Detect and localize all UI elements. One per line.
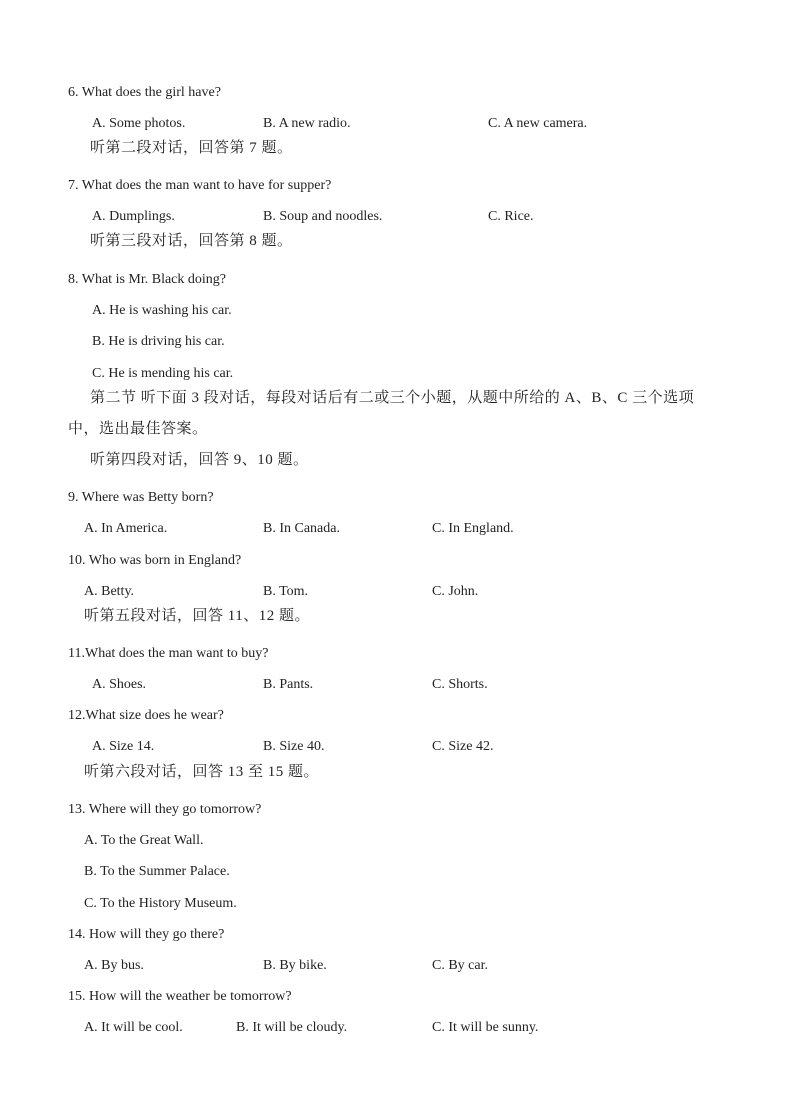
question-10: 10. Who was born in England? bbox=[68, 553, 242, 568]
q12-option-c: C. Size 42. bbox=[432, 739, 494, 754]
q9-option-a: A. In America. bbox=[84, 521, 168, 536]
q11-option-c: C. Shorts. bbox=[432, 677, 488, 692]
section-instruction-2: 听第二段对话，回答第 7 题。 bbox=[90, 140, 293, 156]
question-12: 12.What size does he wear? bbox=[68, 708, 224, 723]
q14-option-a: A. By bus. bbox=[84, 958, 144, 973]
q10-option-c: C. John. bbox=[432, 584, 479, 599]
q6-option-b: B. A new radio. bbox=[263, 116, 351, 131]
q12-option-b: B. Size 40. bbox=[263, 739, 325, 754]
q13-option-b: B. To the Summer Palace. bbox=[84, 864, 230, 879]
q11-option-a: A. Shoes. bbox=[92, 677, 147, 692]
question-14: 14. How will they go there? bbox=[68, 927, 225, 942]
section-instruction-4: 听第四段对话，回答 9、10 题。 bbox=[90, 452, 309, 468]
q11-option-b: B. Pants. bbox=[263, 677, 314, 692]
question-6: 6. What does the girl have? bbox=[68, 85, 221, 100]
question-9: 9. Where was Betty born? bbox=[68, 490, 214, 505]
section-instruction-6: 听第六段对话，回答 13 至 15 题。 bbox=[84, 764, 320, 780]
section-instruction-3: 听第三段对话，回答第 8 题。 bbox=[90, 233, 293, 249]
q8-option-a: A. He is washing his car. bbox=[92, 303, 232, 318]
q6-option-a: A. Some photos. bbox=[92, 116, 186, 131]
section-instruction-5: 听第五段对话，回答 11、12 题。 bbox=[84, 608, 310, 624]
question-15: 15. How will the weather be tomorrow? bbox=[68, 989, 292, 1004]
q13-option-a: A. To the Great Wall. bbox=[84, 833, 204, 848]
q8-option-b: B. He is driving his car. bbox=[92, 334, 225, 349]
q7-option-a: A. Dumplings. bbox=[92, 209, 175, 224]
q8-option-c: C. He is mending his car. bbox=[92, 366, 234, 381]
q15-option-a: A. It will be cool. bbox=[84, 1020, 183, 1035]
section-2-heading-line-2: 中，选出最佳答案。 bbox=[68, 421, 208, 437]
q9-option-c: C. In England. bbox=[432, 521, 514, 536]
q15-option-c: C. It will be sunny. bbox=[432, 1020, 539, 1035]
q10-option-b: B. Tom. bbox=[263, 584, 309, 599]
q7-option-c: C. Rice. bbox=[488, 209, 534, 224]
q6-option-c: C. A new camera. bbox=[488, 116, 588, 131]
question-13: 13. Where will they go tomorrow? bbox=[68, 802, 262, 817]
question-7: 7. What does the man want to have for supper? bbox=[68, 178, 332, 193]
q14-option-c: C. By car. bbox=[432, 958, 488, 973]
q9-option-b: B. In Canada. bbox=[263, 521, 340, 536]
question-8: 8. What is Mr. Black doing? bbox=[68, 272, 226, 287]
q7-option-b: B. Soup and noodles. bbox=[263, 209, 383, 224]
section-2-heading-line-1: 第二节 听下面 3 段对话，每段对话后有二或三个小题，从题中所给的 A、B、C 三个选项 bbox=[90, 390, 695, 406]
q12-option-a: A. Size 14. bbox=[92, 739, 155, 754]
q13-option-c: C. To the History Museum. bbox=[84, 896, 237, 911]
q10-option-a: A. Betty. bbox=[84, 584, 135, 599]
question-11: 11.What does the man want to buy? bbox=[68, 646, 269, 661]
q15-option-b: B. It will be cloudy. bbox=[236, 1020, 348, 1035]
q14-option-b: B. By bike. bbox=[263, 958, 327, 973]
